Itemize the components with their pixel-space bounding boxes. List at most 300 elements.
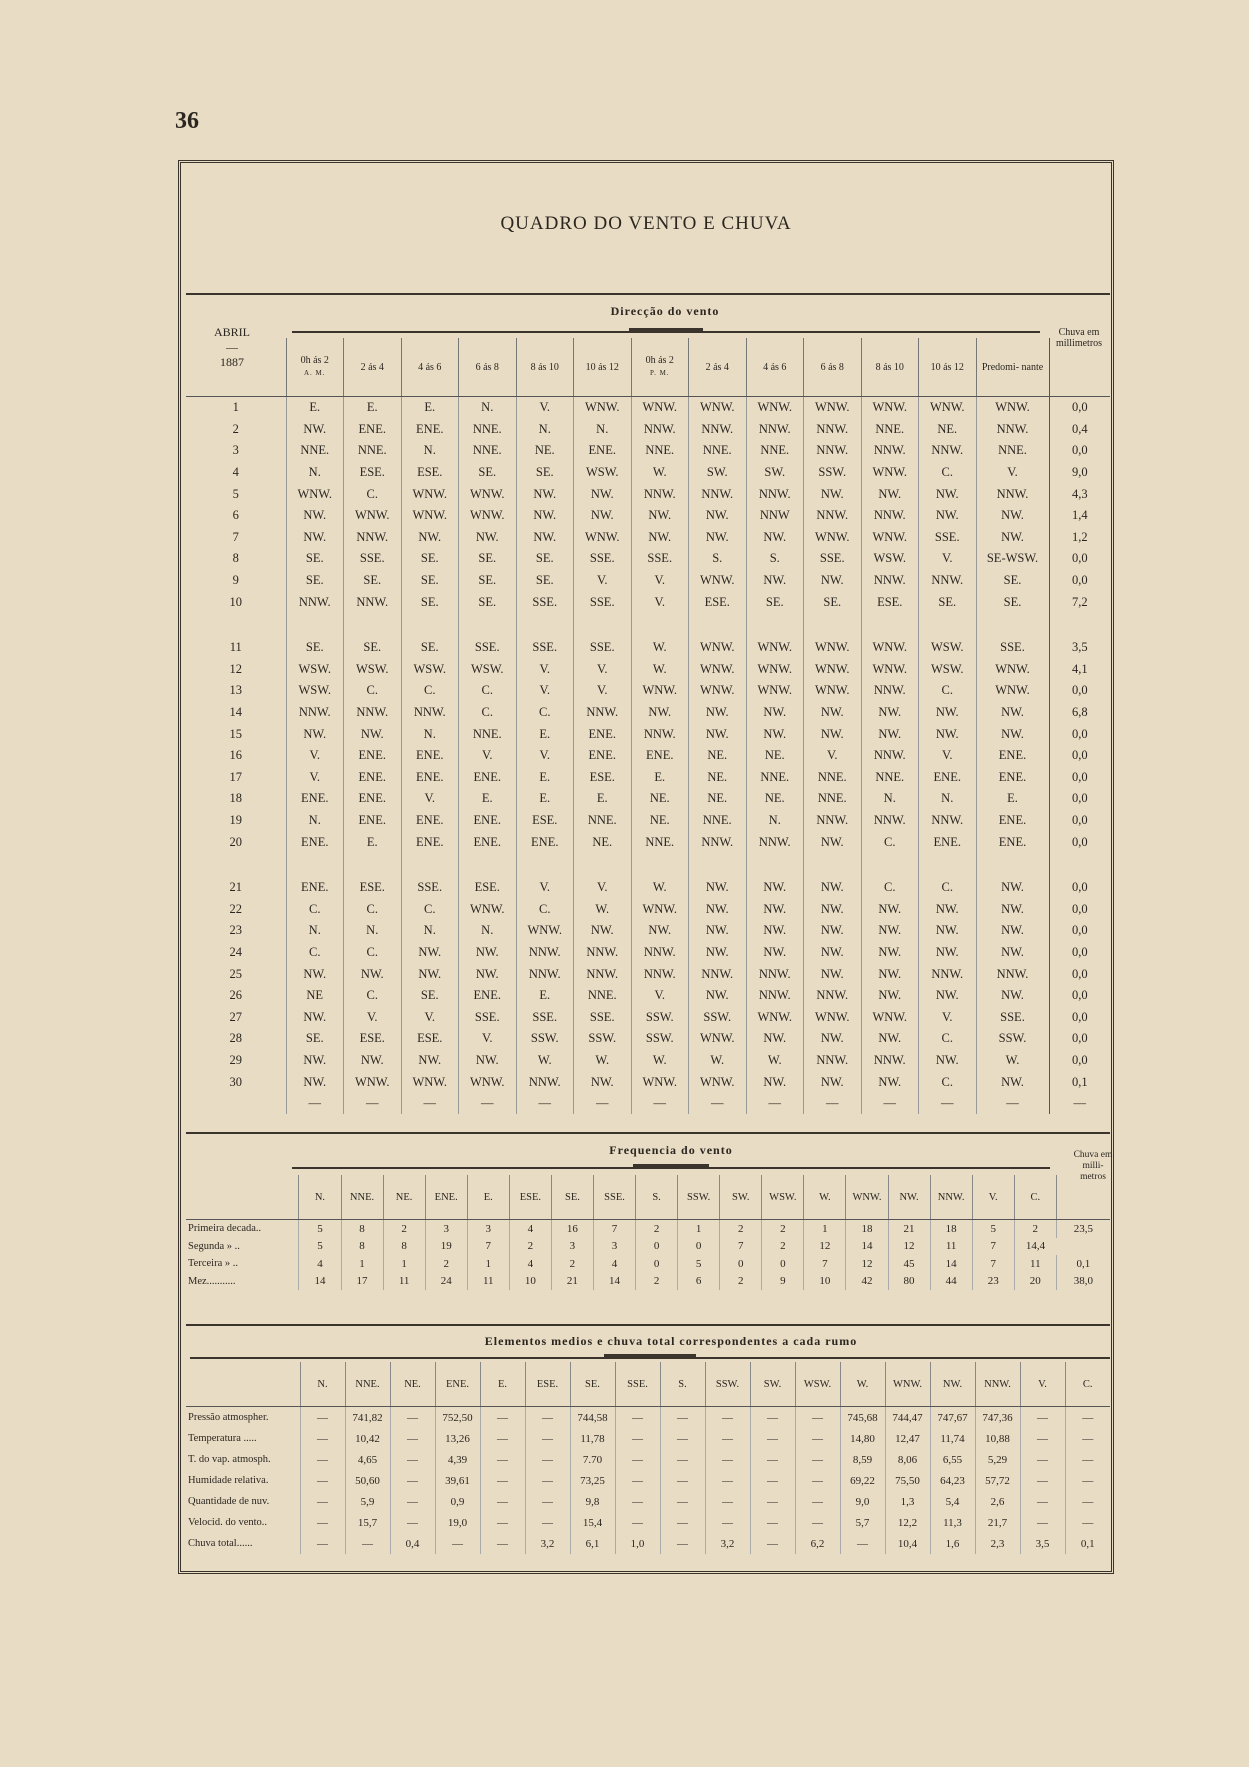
day-cell [186,1093,286,1115]
wind-cell: N. [286,920,344,942]
wind-cell: WNW. [804,680,862,702]
gap-cell [286,613,344,637]
element-cell: 10,4 [885,1533,930,1554]
wind-cell: E. [516,788,574,810]
wind-cell: WNW. [689,397,747,419]
wind-cell: NW. [976,942,1049,964]
wind-cell: NNW. [746,419,804,441]
wind-cell: WNW. [976,680,1049,702]
wind-cell: NNE. [861,767,919,789]
wind-cell: NNW. [631,942,689,964]
frequency-cell: 18 [846,1220,888,1238]
decade-gap [186,613,1110,637]
wind-cell: NNW. [746,483,804,505]
wind-cell: NE. [631,810,689,832]
frequency-cell: 5 [299,1238,341,1256]
frequency-cell: 2 [762,1238,804,1256]
gap-cell [631,853,689,877]
rain-cell: 6,8 [1049,702,1110,724]
element-cell: — [525,1491,570,1512]
frequency-cell: 0 [678,1238,720,1256]
wind-cell: SSW. [804,462,862,484]
wind-cell: ESE. [459,877,517,899]
element-cell: 15,4 [570,1512,615,1533]
day-cell: 17 [229,769,242,784]
wind-cell: NNW. [286,702,344,724]
wind-cell: NW. [919,985,977,1007]
wind-cell: C. [344,942,402,964]
day-cell: 27 [229,1009,242,1024]
wind-cell: NW. [919,920,977,942]
wind-cell: V. [516,397,574,419]
header-direction: S. [660,1362,705,1407]
header-direction: W. [804,1175,846,1220]
elements-table [186,1362,1110,1554]
wind-cell: WNW. [401,505,459,527]
header-period [401,338,459,397]
frequency-cell: 2 [720,1220,762,1238]
wind-cell: NW. [746,898,804,920]
wind-cell: NW. [631,505,689,527]
wind-cell: SSW. [574,1028,632,1050]
wind-cell: WNW. [631,898,689,920]
rain-cell: 0,0 [1049,810,1110,832]
frequency-cell: 7 [972,1255,1014,1273]
rain-cell: 0,0 [1049,963,1110,985]
element-cell: — [300,1428,345,1449]
header-period-label: 6 ás 8 [820,361,844,373]
wind-cell: NW. [804,963,862,985]
frequency-rain-header: Chuva em milli- metros [1073,1150,1113,1182]
frequency-cell: 7 [972,1238,1014,1256]
wind-cell: W. [689,1050,747,1072]
wind-cell: NNW. [574,942,632,964]
wind-cell: WNW. [516,920,574,942]
wind-cell: ENE. [401,745,459,767]
row-label: Pressão atmospher. [188,1412,269,1423]
wind-cell: NW. [286,723,344,745]
frequency-cell: 2 [636,1273,678,1291]
header-direction: NNW. [930,1175,972,1220]
header-rain [1049,338,1110,397]
element-cell: — [615,1512,660,1533]
day-cell: 1 [232,400,239,415]
header-direction: WNW. [846,1175,888,1220]
wind-cell: SE-WSW. [976,548,1049,570]
element-cell: — [795,1491,840,1512]
wind-cell: WNW. [861,527,919,549]
wind-cell: NNE. [689,810,747,832]
frequency-cell: 11 [467,1273,509,1291]
wind-cell: SE. [286,637,344,659]
element-cell: 6,2 [795,1533,840,1554]
rain-cell: 0,0 [1049,570,1110,592]
wind-cell: WNW. [746,680,804,702]
frequency-cell: 8 [341,1238,383,1256]
table-row [186,963,1110,985]
frequency-cell: 5 [972,1220,1014,1238]
element-cell: — [750,1470,795,1491]
day-cell: 15 [229,726,242,741]
table-row [186,920,1110,942]
wind-cell: ENE. [976,810,1049,832]
table-row [186,1407,1110,1429]
element-cell: — [660,1428,705,1449]
rain-cell: 0,0 [1049,1006,1110,1028]
header-period [689,338,747,397]
header-direction: S. [636,1175,678,1220]
element-cell: — [750,1533,795,1554]
wind-cell: SE. [344,570,402,592]
frequency-cell: 11 [930,1238,972,1256]
wind-cell: WNW. [459,898,517,920]
wind-cell: NNE. [459,723,517,745]
day-cell: 14 [229,705,242,720]
header-period [574,338,632,397]
wind-cell: SSE. [976,637,1049,659]
wind-cell: WNW. [401,483,459,505]
wind-cell: NW. [516,505,574,527]
wind-cell: SSE. [631,548,689,570]
table-row [186,1028,1110,1050]
wind-cell: E. [459,788,517,810]
wind-cell: NNW. [516,963,574,985]
frequency-cell: 1 [383,1255,425,1273]
day-cell: 16 [229,748,242,763]
header-direction: SW. [750,1362,795,1407]
wind-cell: NNW. [286,591,344,613]
wind-cell: V. [574,570,632,592]
wind-cell: NW. [574,920,632,942]
wind-cell: NW. [976,527,1049,549]
element-cell: — [390,1491,435,1512]
wind-cell: NW. [804,1071,862,1093]
wind-cell: ENE. [976,767,1049,789]
gap-cell [976,853,1049,877]
day-cell: 23 [229,923,242,938]
wind-cell: NNE. [804,788,862,810]
wind-cell: ENE. [344,788,402,810]
wind-cell: NNW. [919,440,977,462]
gap-cell [516,853,574,877]
wind-cell: ENE. [401,831,459,853]
wind-cell: WNW. [574,527,632,549]
rain-cell: 0,0 [1049,548,1110,570]
element-cell: 10,42 [345,1428,390,1449]
wind-cell: — [976,1093,1049,1115]
wind-cell: SSW. [631,1006,689,1028]
wind-cell: NW. [344,963,402,985]
wind-cell: W. [746,1050,804,1072]
frequency-cell: 1 [804,1220,846,1238]
wind-cell: SE. [459,570,517,592]
wind-cell: ENE. [976,831,1049,853]
wind-cell: — [574,1093,632,1115]
wind-cell: W. [516,1050,574,1072]
frequency-cell: 7 [720,1238,762,1256]
wind-cell: NE. [574,831,632,853]
wind-cell: E. [631,767,689,789]
wind-cell: NE. [746,745,804,767]
wind-cell: NW. [919,505,977,527]
wind-cell: S. [689,548,747,570]
wind-cell: W. [631,659,689,681]
wind-cell: E. [344,831,402,853]
wind-cell: NW. [861,942,919,964]
header-period [804,338,862,397]
wind-cell: WNW. [689,637,747,659]
frequency-cell: 17 [341,1273,383,1291]
wind-cell: — [516,1093,574,1115]
wind-cell: WNW. [976,397,1049,419]
element-cell: — [390,1449,435,1470]
wind-cell: NW. [976,877,1049,899]
wind-cell: — [746,1093,804,1115]
wind-cell: NW. [861,1028,919,1050]
wind-cell: NNW. [804,1050,862,1072]
element-cell: 21,7 [975,1512,1020,1533]
wind-cell: NW. [401,527,459,549]
element-cell: — [705,1407,750,1429]
wind-cell: V. [574,659,632,681]
frequency-cell: 2 [762,1220,804,1238]
wind-cell: WSW. [919,637,977,659]
wind-cell: NW. [746,942,804,964]
element-cell: — [1065,1428,1110,1449]
gap-cell [459,853,517,877]
wind-cell: NW. [631,527,689,549]
frequency-cell: 4 [299,1255,341,1273]
day-cell: 19 [229,812,242,827]
frequency-cell: 9 [762,1273,804,1291]
day-cell: 18 [229,791,242,806]
wind-cell: ENE. [344,810,402,832]
frequency-cell: 20 [1014,1273,1056,1291]
header-period-label: 10 ás 12 [930,361,964,373]
wind-cell: NNE. [459,419,517,441]
wind-cell: SW. [689,462,747,484]
element-cell: — [480,1470,525,1491]
wind-cell: NNW. [976,419,1049,441]
wind-cell: NW. [804,723,862,745]
wind-cell: NW. [344,1050,402,1072]
wind-cell: WNW. [631,1071,689,1093]
wind-cell: NNW. [574,702,632,724]
wind-cell: NNW. [401,702,459,724]
header-direction: N. [300,1362,345,1407]
element-cell: 9,8 [570,1491,615,1512]
wind-direction-label: Direcção do vento [610,304,720,318]
table-row [186,1050,1110,1072]
header-direction: ENE. [425,1175,467,1220]
wind-cell: C. [516,702,574,724]
frequency-cell: 23 [972,1273,1014,1291]
element-cell: 64,23 [930,1470,975,1491]
rain-cell: 0,0 [1049,788,1110,810]
wind-cell: NNW. [861,505,919,527]
header-period-label: 10 ás 12 [585,361,619,373]
row-label: Humidade relativa. [188,1475,269,1486]
header-direction: SSE. [593,1175,635,1220]
wind-cell: ESE. [861,591,919,613]
element-cell: 747,36 [975,1407,1020,1429]
wind-cell: SE. [286,570,344,592]
wind-cell: SE. [516,462,574,484]
element-cell: — [615,1491,660,1512]
wind-cell: NE. [746,788,804,810]
header-day [186,338,286,397]
frequency-cell: 4 [509,1255,551,1273]
header-period [861,338,919,397]
element-cell: — [660,1449,705,1470]
wind-cell: N. [919,788,977,810]
header-direction: W. [840,1362,885,1407]
day-cell: 8 [232,551,239,566]
wind-cell: E. [344,397,402,419]
wind-cell: NW. [976,505,1049,527]
wind-cell: E. [574,788,632,810]
row-label: Terceira » .. [188,1258,238,1270]
element-cell: — [615,1407,660,1429]
gap-cell [746,613,804,637]
header-period-label: 8 ás 10 [875,361,904,373]
wind-cell: V. [631,570,689,592]
wind-cell: C. [344,680,402,702]
day-cell: 25 [229,966,242,981]
day-cell: 3 [232,443,239,458]
wind-cell: NW. [746,920,804,942]
frequency-cell: 3 [551,1238,593,1256]
header-period-label: 0h ás 2 [645,355,674,366]
wind-cell: SSE. [344,548,402,570]
table-row [186,898,1110,920]
element-cell: 1,3 [885,1491,930,1512]
frequency-cell: 0 [636,1255,678,1273]
frequency-cell: 2 [1014,1220,1056,1238]
table-row [186,1093,1110,1115]
wind-cell: SSW. [689,1006,747,1028]
element-cell: 744,47 [885,1407,930,1429]
table-row [186,397,1110,419]
rain-cell: 0,0 [1049,680,1110,702]
wind-cell: ENE. [459,831,517,853]
element-cell: — [525,1407,570,1429]
rain-cell: 4,3 [1049,483,1110,505]
frequency-cell: 6 [678,1273,720,1291]
rain-cell: 0,0 [1049,723,1110,745]
wind-cell: N. [746,810,804,832]
element-cell: 8,06 [885,1449,930,1470]
wind-cell: SE. [459,591,517,613]
frequency-cell: 3 [593,1238,635,1256]
rain-cell: 0,0 [1049,745,1110,767]
wind-cell: WNW. [689,1028,747,1050]
element-cell: 0,1 [1065,1533,1110,1554]
wind-cell: SSE. [804,548,862,570]
wind-cell: SSE. [574,1006,632,1028]
header-direction: WSW. [762,1175,804,1220]
element-cell: 6,1 [570,1533,615,1554]
wind-cell: WNW. [286,483,344,505]
table-row [186,723,1110,745]
element-cell: — [1065,1470,1110,1491]
element-cell: — [1065,1491,1110,1512]
wind-cell: ENE. [574,745,632,767]
wind-cell: ENE. [401,767,459,789]
wind-cell: NW. [459,1050,517,1072]
rain-cell: 0,0 [1049,920,1110,942]
wind-cell: V. [574,680,632,702]
wind-cell: NNW. [976,483,1049,505]
row-label: Velocid. do vento.. [188,1517,268,1528]
wind-cell: NNW. [861,810,919,832]
gap-cell [344,853,402,877]
frequency-cell: 2 [636,1220,678,1238]
wind-cell: WNW. [459,483,517,505]
wind-cell: NNE. [746,440,804,462]
element-cell: — [300,1491,345,1512]
table-row [186,1273,1110,1291]
rain-cell: 0,0 [1049,1028,1110,1050]
header-row-label [186,1362,300,1407]
wind-cell: C. [919,877,977,899]
wind-cell: SE. [976,591,1049,613]
element-cell: 4,65 [345,1449,390,1470]
wind-cell: E. [286,397,344,419]
wind-cell: ENE. [344,767,402,789]
element-cell: 1,6 [930,1533,975,1554]
wind-cell: ESE. [689,591,747,613]
element-cell: — [750,1449,795,1470]
element-cell: 8,59 [840,1449,885,1470]
element-cell: — [660,1533,705,1554]
wind-cell: V. [516,745,574,767]
element-cell: — [435,1533,480,1554]
wind-cell: NW. [689,898,747,920]
header-period [286,338,344,397]
wind-cell: NW. [804,702,862,724]
element-cell: 7.70 [570,1449,615,1470]
header-period [516,338,574,397]
wind-cell: N. [286,810,344,832]
frequency-cell: 1 [467,1255,509,1273]
wind-cell: NNW. [631,483,689,505]
header-period [746,338,804,397]
wind-cell: NNW. [804,419,862,441]
wind-cell: ENE. [516,831,574,853]
day-cell: 2 [232,421,239,436]
wind-cell: NNE. [631,440,689,462]
day-cell: 9 [232,573,239,588]
frequency-cell: 3 [425,1220,467,1238]
wind-cell: NW. [401,1050,459,1072]
element-cell: 9,0 [840,1491,885,1512]
header-direction: SSW. [678,1175,720,1220]
wind-cell: ENE. [401,810,459,832]
year: 1887 [220,355,244,369]
wind-cell: NNW [746,505,804,527]
header-direction: ENE. [435,1362,480,1407]
element-cell: — [1020,1428,1065,1449]
wind-cell: WNW. [804,397,862,419]
frequency-cell: 10 [804,1273,846,1291]
wind-cell: C. [516,898,574,920]
header-direction: NE. [390,1362,435,1407]
day-cell: 4 [232,465,239,480]
table-row [186,877,1110,899]
elements-divider [186,1324,1110,1326]
rain-cell: 0,0 [1049,942,1110,964]
